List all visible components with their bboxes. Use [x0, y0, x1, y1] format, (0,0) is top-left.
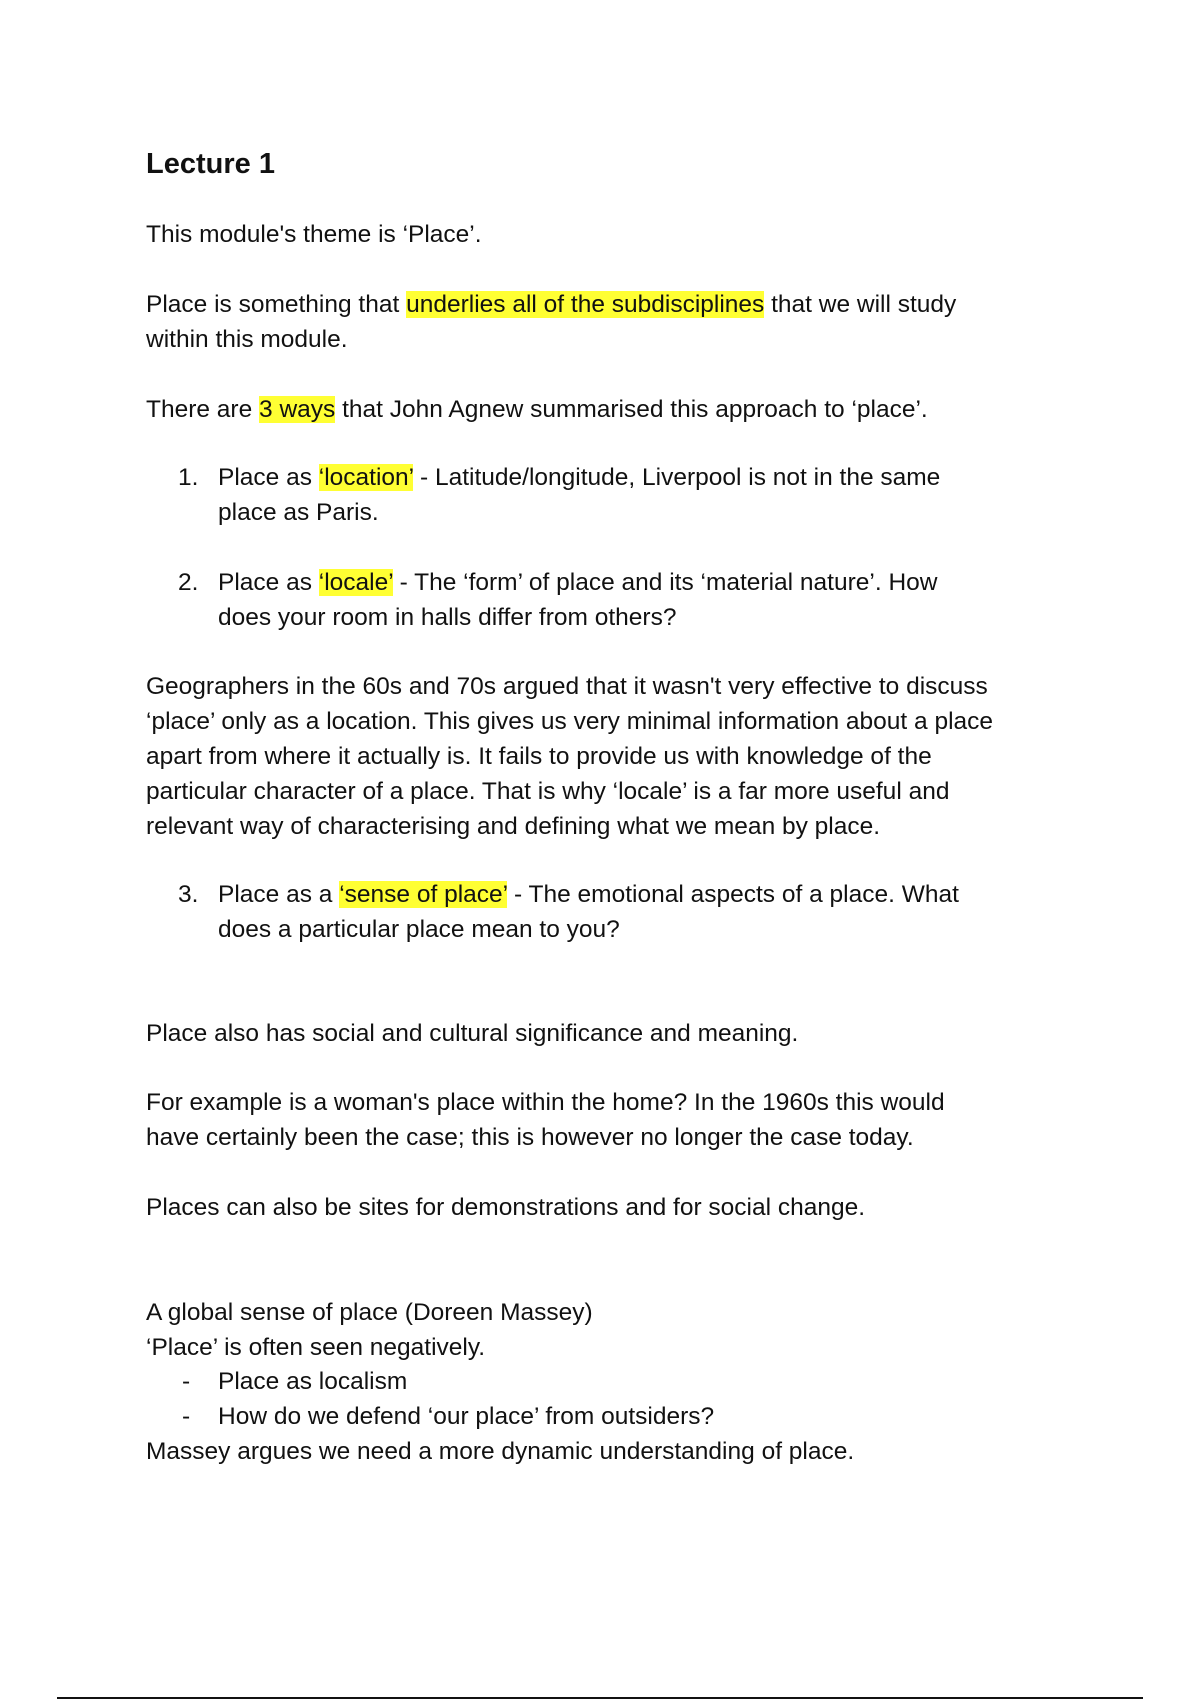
text-line: particular character of a place. That is why ‘locale’ is a far more useful and [146, 778, 950, 805]
highlight-location: ‘location’ [318, 464, 414, 491]
massey-closing: Massey argues we need a more dynamic understanding of place. [146, 1438, 855, 1465]
text-run: Place is something that [146, 291, 407, 318]
highlight-sense-of-place: ‘sense of place’ [339, 881, 508, 908]
text-line: ‘place’ only as a location. This gives us very minimal information about a place [146, 708, 994, 735]
bullet-dash: - [182, 1368, 191, 1395]
text-run: does a particular place mean to you? [218, 916, 620, 943]
text-run: that John Agnew summarised this approach to ‘place’. [335, 396, 928, 423]
list-item-location [218, 460, 1078, 530]
list-number-1: 1. [178, 464, 199, 491]
text-run: There are [146, 396, 260, 423]
paragraph-womans-place [146, 1085, 1076, 1155]
text-line: have certainly been the case; this is however no longer the case today. [146, 1124, 914, 1151]
paragraph-social-cultural: Place also has social and cultural significance and meaning. [146, 1020, 799, 1047]
paragraph-theme: This module's theme is ‘Place’. [146, 221, 482, 248]
text-run: - The emotional aspects of a place. What [507, 881, 959, 908]
highlight-3-ways: 3 ways [259, 396, 336, 423]
text-line: Geographers in the 60s and 70s argued that it wasn't very effective to discuss [146, 673, 988, 700]
paragraph-geographers [146, 669, 1076, 844]
list-item-locale [218, 565, 1078, 635]
paragraph-place-subdisciplines [146, 287, 1076, 357]
text-run: - Latitude/longitude, Liverpool is not in the same [413, 464, 941, 491]
text-line: For example is a woman's place within the home? In the 1960s this would [146, 1089, 945, 1116]
text-run: place as Paris. [218, 499, 379, 526]
text-line: apart from where it actually is. It fails to provide us with knowledge of the [146, 743, 932, 770]
highlight-locale: ‘locale’ [318, 569, 393, 596]
list-item-sense-of-place [218, 877, 1078, 947]
text-run: Place as a [218, 881, 340, 908]
bullet-item-localism: Place as localism [218, 1368, 408, 1395]
highlight-subdisciplines: underlies all of the subdisciplines [406, 291, 765, 318]
footer-rule [57, 1697, 1143, 1699]
text-run: that we will study [764, 291, 957, 318]
text-run: Place as [218, 464, 319, 491]
paragraph-three-ways [146, 392, 1076, 427]
text-run: - The ‘form’ of place and its ‘material nature’. How [392, 569, 938, 596]
paragraph-demonstrations: Places can also be sites for demonstrations and for social change. [146, 1194, 866, 1221]
lecture-title: Lecture 1 [146, 148, 275, 180]
massey-heading: A global sense of place (Doreen Massey) [146, 1299, 593, 1326]
list-number-2: 2. [178, 569, 199, 596]
text-run: does your room in halls differ from others? [218, 604, 677, 631]
bullet-item-defend: How do we defend ‘our place’ from outsiders? [218, 1403, 715, 1430]
text-run: Place as [218, 569, 319, 596]
list-number-3: 3. [178, 881, 199, 908]
massey-line: ‘Place’ is often seen negatively. [146, 1334, 486, 1361]
text-run: within this module. [146, 326, 348, 353]
text-line: relevant way of characterising and defining what we mean by place. [146, 813, 881, 840]
bullet-dash: - [182, 1403, 191, 1430]
